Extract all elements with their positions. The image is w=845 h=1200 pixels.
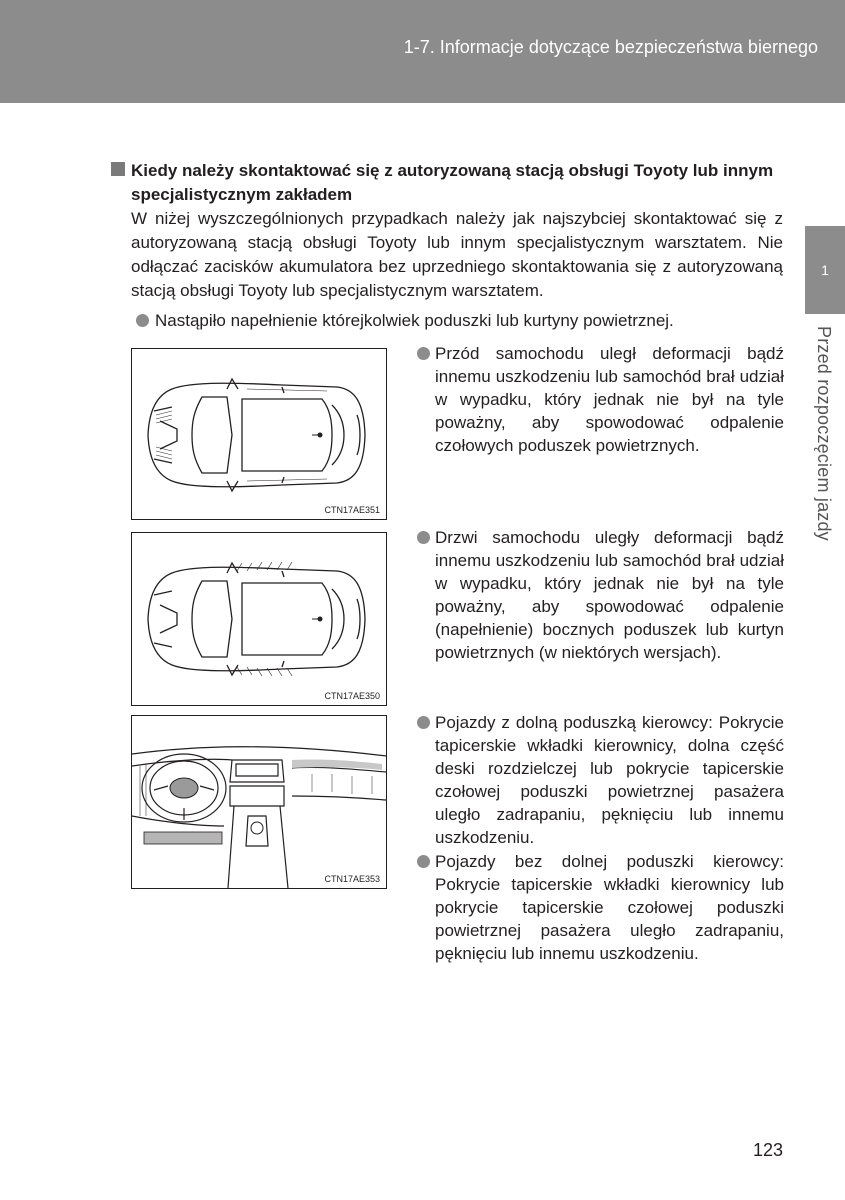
car-top-view-illustration bbox=[132, 349, 386, 519]
circle-bullet-icon bbox=[136, 314, 149, 327]
airbag-deployed-bullet bbox=[136, 309, 786, 333]
list-item-text: Pojazdy bez dolnej poduszki kierowcy: Pokrycie tapicerskie wkładki kierownicy lub pokrycie tapicerskie czołowej poduszki powietrznej pasażera uległo zadrapaniu, pęknięciu lub innemu uszkodzeniu. bbox=[435, 852, 784, 963]
list-item bbox=[414, 342, 784, 457]
chapter-title: 1-7. Informacje dotyczące bezpieczeństwa biernego bbox=[403, 37, 818, 57]
dashboard-illustration bbox=[132, 716, 386, 888]
section-title: Kiedy należy skontaktować się z autoryzowaną stacją obsługi Toyoty lub innym specjalistycznym zakładem bbox=[131, 161, 774, 204]
circle-bullet-icon bbox=[417, 531, 430, 544]
chapter-side-label: Przed rozpoczęciem jazdy bbox=[814, 326, 834, 541]
section-intro: W niżej wyszczególnionych przypadkach należy jak najszybciej skontaktować się z autoryzowaną stacją obsługi Toyoty lub innym specjalistycznym warsztatem. Nie odłączać zacisków akumulatora bez uprzedniego skontaktowania się z autoryzowaną stacją obsługi Toyoty lub specjalistycznym warsztatem. bbox=[131, 209, 783, 300]
list-item-text: Pojazdy z dolną poduszką kierowcy: Pokrycie tapicerskie wkładki kierownicy, dolna część deski rozdzielczej lub pokrycie tapicerskie czołowej poduszki powietrznej pasażera uległo zadrapaniu, pęknięciu lub innemu uszkodzeniu. bbox=[435, 713, 784, 847]
page-number: 123 bbox=[752, 1140, 783, 1160]
list-item-text: Drzwi samochodu uległy deformacji bądź innemu uszkodzeniu lub samochód brał udział w wypadku, który jednak nie był na tyle poważny, aby spowodować odpalenie (napełnienie) bocznych poduszek lub kurtyn powietrznych (w niektórych wersjach). bbox=[435, 528, 784, 662]
circle-bullet-icon bbox=[417, 855, 430, 868]
circle-bullet-icon bbox=[417, 347, 430, 360]
bullet-text: Nastąpiło napełnienie którejkolwiek poduszki lub kurtyny powietrznej. bbox=[155, 311, 674, 330]
square-bullet-icon bbox=[111, 162, 125, 176]
circle-bullet-icon bbox=[417, 716, 430, 729]
list-item bbox=[414, 711, 784, 849]
page-header bbox=[0, 0, 845, 103]
list-item bbox=[414, 850, 784, 965]
list-item bbox=[414, 526, 784, 664]
figure-front-damage bbox=[131, 348, 387, 520]
section-heading bbox=[111, 159, 801, 207]
figure-dashboard bbox=[131, 715, 387, 889]
chapter-tab bbox=[805, 226, 845, 314]
chapter-number: 1 bbox=[821, 262, 829, 278]
figure-code: CTN17AE353 bbox=[324, 874, 380, 884]
figure-door-damage bbox=[131, 532, 387, 706]
car-top-view-illustration bbox=[132, 533, 386, 705]
figure-code: CTN17AE351 bbox=[324, 505, 380, 515]
figure-code: CTN17AE350 bbox=[324, 691, 380, 701]
list-item-text: Przód samochodu uległ deformacji bądź innemu uszkodzeniu lub samochód brał udział w wypadku, który jednak nie był na tyle poważny, aby spowodować odpalenie czołowych poduszek powietrznych. bbox=[435, 344, 784, 455]
